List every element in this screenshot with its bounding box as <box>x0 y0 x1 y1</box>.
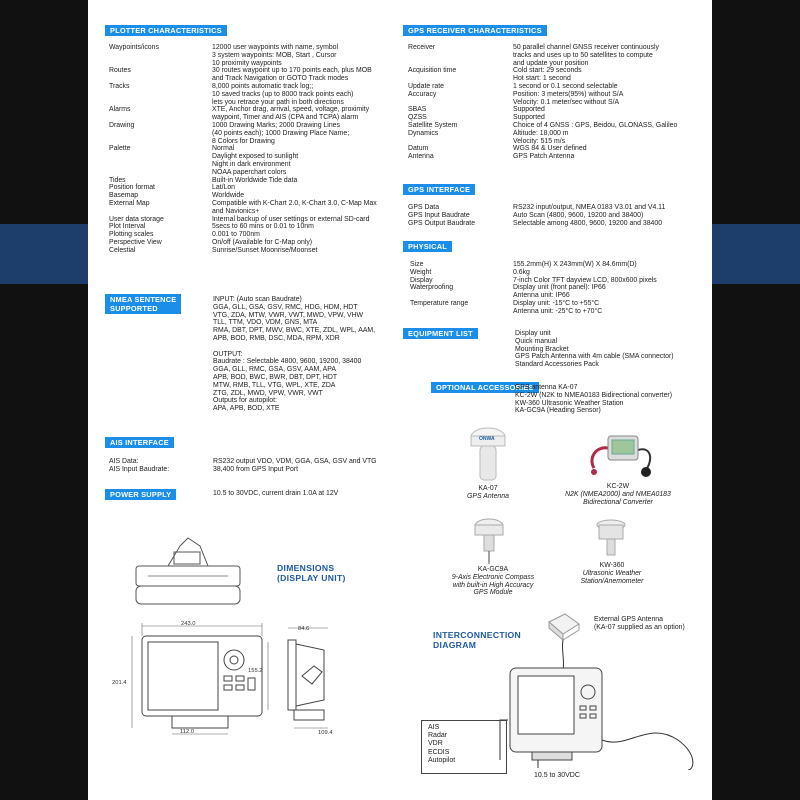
spec-key: Tracks <box>109 82 130 90</box>
spec-value: WGS 84 & User defined <box>513 145 587 153</box>
spec-row <box>109 122 389 145</box>
spec-key: Position format <box>109 184 155 192</box>
spec-value: 12000 user waypoints with name, symbol 3 system waypoints: MOB, Start , Cursor 10 proximity waypoints <box>212 44 339 67</box>
spec-value: 0.001 to 700nm <box>212 231 260 239</box>
power-header: POWER SUPPLY <box>105 489 176 500</box>
spec-value: 1000 Drawing Marks; 2000 Drawing Lines (40 points each); 1000 Drawing Place Name; 8 Colors for Drawing <box>212 121 350 145</box>
display-unit-connection-drawing <box>498 660 708 770</box>
spec-key: GPS Output Baudrate <box>408 219 476 227</box>
spec-row <box>408 114 698 122</box>
spec-key: Size <box>410 261 424 268</box>
dim-height-total: 201.4 <box>112 680 127 686</box>
spec-row <box>408 83 698 91</box>
spec-value: Selectable among 4800, 9600, 19200 and 38400 <box>513 219 663 227</box>
spec-key: Drawing <box>109 121 135 129</box>
spec-value: GPS Patch Antenna <box>513 153 575 161</box>
spec-value: 0.6kg <box>513 268 530 276</box>
power-text: 10.5 to 30VDC, current drain 1.0A at 12V <box>213 490 339 497</box>
spec-row <box>410 300 700 316</box>
spec-key: Tides <box>109 176 126 184</box>
dim-height-screen: 155.2 <box>248 668 263 674</box>
spec-value: 8,000 points automatic track log;; 10 saved tracks (up to 8000 track points each) lets you retrace your path in both directions <box>212 82 354 106</box>
spec-value: XTE, Anchor drag, arrival, speed, voltage, proximity waypoint, Timer and AIS (CPA and TCPA) alarm <box>212 106 370 122</box>
spec-value: Supported <box>513 106 545 114</box>
spec-row <box>410 261 700 269</box>
spec-key: AIS Data: <box>109 458 139 465</box>
interconnection-title-line1: INTERCONNECTION <box>433 630 522 640</box>
ais-spec-table <box>109 458 399 474</box>
dim-depth: 84.6 <box>298 626 310 632</box>
spec-row <box>109 466 399 474</box>
gps-interface-header: GPS INTERFACE <box>403 184 475 195</box>
spec-value: Cold start: 29 seconds Hot start: 1 second <box>513 67 582 83</box>
physical-table <box>410 261 700 316</box>
spec-value: Built-in Worldwide Tide data <box>212 176 298 184</box>
spec-key: External Map <box>109 199 150 207</box>
kc2w-name: KC-2W <box>606 483 630 490</box>
gps-header: GPS RECEIVER CHARACTERISTICS <box>403 25 547 36</box>
spec-value: 1 second or 0.1 second selectable <box>513 82 618 90</box>
spec-key: Plotting scales <box>109 231 154 239</box>
display-front-view-drawing <box>112 622 272 742</box>
kc2w-converter-image <box>586 428 658 484</box>
spec-key: Plot Interval <box>109 223 146 231</box>
spec-value: Auto Scan (4800, 9600, 19200 and 38400) <box>513 211 644 219</box>
spec-key: Antenna <box>408 153 434 161</box>
spec-row <box>109 44 389 67</box>
spec-value: Compatible with K-Chart 2.0, K-Chart 3.0, C-Map Max and Navionics+ <box>212 199 377 215</box>
dim-width: 243.0 <box>181 621 196 627</box>
kw360-caption <box>562 562 662 585</box>
ka07-antenna-image <box>466 423 510 485</box>
kagc9a-caption <box>438 566 548 597</box>
external-systems-box: AIS Radar VDR ECDIS Autopilot <box>421 720 507 774</box>
spec-value: 30 routes waypoint up to 170 points each, plus MOB and Track Navigation or GOTO Track modes <box>212 67 372 83</box>
display-side-view-drawing <box>284 626 344 736</box>
kc2w-caption <box>558 483 678 506</box>
spec-row <box>109 216 389 224</box>
spec-value: Supported <box>513 114 545 122</box>
ext-antenna-line2: (KA-07 supplied as an option) <box>594 623 685 631</box>
spec-key: Dynamics <box>408 129 439 137</box>
ka07-caption <box>458 485 518 501</box>
interconnection-title <box>433 630 521 650</box>
spec-row <box>109 247 389 255</box>
spec-value: RS232 input/output, NMEA 0183 V3.01 and V4.11 <box>513 204 666 211</box>
kw360-desc: Ultrasonic Weather Station/Anemometer <box>580 569 644 585</box>
spec-row <box>408 91 698 107</box>
ext-antenna-line1: External GPS Antenna <box>594 616 663 623</box>
onwa-logo: ONWA <box>479 436 495 442</box>
spec-key: Accuracy <box>408 90 437 98</box>
spec-value: 7-inch Color TFT dayview LCD, 800x600 pixels <box>513 276 657 284</box>
physical-header: PHYSICAL <box>403 241 452 252</box>
spec-key: Perspective View <box>109 238 162 246</box>
spec-row <box>109 200 389 216</box>
kagc9a-desc: 9-Axis Electronic Compass with built-in High Accuracy GPS Module <box>451 573 535 597</box>
spec-row <box>109 67 389 83</box>
kc2w-desc: N2K (NMEA2000) and NMEA0183 Bidirectional Converter <box>565 490 671 506</box>
spec-value: On/off (Available for C-Map only) <box>212 238 313 246</box>
spec-key: User data storage <box>109 215 164 223</box>
nmea-header <box>105 294 181 314</box>
spec-value: 155.2mm(H) X 243mm(W) X 84.6mm(D) <box>513 261 637 268</box>
optional-text: GPS antenna KA-07 KC-2W (N2K to NMEA0183 Bidirectional converter) KW-360 Ultrasonic Weather Station KA-GC9A (Heading Sensor) <box>515 384 673 415</box>
spec-row <box>410 277 700 285</box>
spec-key: Datum <box>408 145 429 153</box>
spec-row <box>109 106 389 122</box>
spec-key: AIS Input Baudrate: <box>109 465 170 473</box>
spec-row <box>408 106 698 114</box>
right-blue-band <box>712 224 800 284</box>
plotter-header: PLOTTER CHARACTERISTICS <box>105 25 227 36</box>
spec-key: QZSS <box>408 114 427 122</box>
kagc9a-name: KA-GC9A <box>477 566 509 573</box>
left-blue-band <box>0 224 88 284</box>
left-background <box>0 0 88 800</box>
nmea-header-line1: NMEA SENTENCE <box>110 295 177 304</box>
kagc9a-compass-image <box>472 516 506 566</box>
spec-key: Waypoints/icons <box>109 44 159 51</box>
nmea-text: INPUT: (Auto scan Baudrate) GGA, GLL, GSA, GSV, RMC, HDG, HDM, HDT VTG, ZDA, MTW, VWR, VWT, MWD, VPW, VHW TLL, TTM, VDO, VDM, GNS, MTA RMA, DBT, DPT, MWV, BWC, XTE, ZDL, WPL, AAM, APB, BOD, RMB, DSC, MDA, RPM, XDR OUTPUT: Baudrate : Selectable 4800, 9600, 19200, 38400 GGA, GLL, RMC, GSA, GSV, AAM, APA APB, BOD, BWC, BWR, DBT, DPT, HDT MTW, RMB, TLL, VTG, WPL, XTE, ZDA ZTG, ZDL, MWD, VPW, VWR, VWT Outputs for autopilot: APA, APB, BOD, XTE <box>213 296 376 413</box>
spec-sheet <box>88 0 712 800</box>
power-input-label: 10.5 to 30VDC <box>534 772 580 779</box>
spec-value: Internal backup of user settings or external SD-card <box>212 215 370 223</box>
dim-base-depth: 109.4 <box>318 730 333 736</box>
spec-value: 38,400 from GPS Input Port <box>213 465 299 473</box>
spec-key: Celestial <box>109 246 136 254</box>
spec-row <box>408 145 698 153</box>
plotter-spec-table <box>109 44 389 255</box>
spec-row <box>408 130 698 146</box>
right-background <box>712 0 800 800</box>
spec-key: GPS Data <box>408 204 440 211</box>
kw360-name: KW-360 <box>599 562 625 569</box>
spec-row <box>408 44 698 67</box>
spec-row <box>109 184 389 192</box>
spec-value: 50 parallel channel GNSS receiver continuously tracks and uses up to 50 satellites to compute and update your position <box>513 44 659 67</box>
spec-value: Lat/Lon <box>212 184 235 192</box>
spec-value: Position: 3 meters(95%) without S/A Velocity: 0.1 meter/sec without S/A <box>513 90 624 106</box>
spec-key: Alarms <box>109 106 131 114</box>
spec-row <box>109 145 389 176</box>
spec-key: GPS Input Baudrate <box>408 211 470 219</box>
dim-base-width: 112.0 <box>180 729 195 735</box>
spec-value: Worldwide <box>212 192 245 200</box>
ais-header: AIS INTERFACE <box>105 437 174 448</box>
spec-key: Temperature range <box>410 299 469 307</box>
spec-row <box>109 231 389 239</box>
spec-key: Update rate <box>408 82 445 90</box>
spec-key: Waterproofing <box>410 284 454 292</box>
nmea-header-line2: SUPPORTED <box>110 304 158 313</box>
spec-row <box>408 212 698 220</box>
spec-row <box>109 192 389 200</box>
spec-row <box>408 153 698 161</box>
spec-key: Display <box>410 276 433 284</box>
spec-row <box>109 223 389 231</box>
spec-key: Weight <box>410 268 432 276</box>
spec-value: 5secs to 60 mins or 0.01 to 10nm <box>212 223 314 231</box>
dimensions-title-line2: (DISPLAY UNIT) <box>277 573 346 583</box>
optional-header: OPTIONAL ACCESSORIES <box>431 382 539 393</box>
spec-row <box>408 67 698 83</box>
gps-interface-table <box>408 204 698 227</box>
gps-spec-table <box>408 44 698 161</box>
ka07-name: KA-07 <box>478 485 498 492</box>
display-top-view-drawing <box>128 536 248 608</box>
spec-key: Routes <box>109 67 131 75</box>
spec-row <box>408 122 698 130</box>
spec-row <box>109 239 389 247</box>
spec-value: RS232 output VDO, VDM, GGA, GSA, GSV and VTG <box>213 458 377 465</box>
spec-value: Display unit (front panel): IP66 Antenna unit: IP66 <box>513 284 606 300</box>
ext-antenna-label <box>594 616 685 632</box>
dimensions-title <box>277 563 346 583</box>
spec-value: Altitude: 18,000 m Velocity: 515 m/s <box>513 129 569 145</box>
spec-row <box>109 177 389 185</box>
kw360-weather-station-image <box>593 517 629 557</box>
spec-row <box>408 204 698 212</box>
spec-key: Acquisition time <box>408 67 457 75</box>
equipment-text: Display unit Quick manual Mounting Bracket GPS Patch Antenna with 4m cable (SMA connector) Standard Accessories Pack <box>515 330 674 369</box>
spec-value: Choice of 4 GNSS : GPS, Beidou, GLONASS, Galileo <box>513 121 678 129</box>
dimensions-title-line1: DIMENSIONS <box>277 563 335 573</box>
spec-key: SBAS <box>408 106 427 114</box>
spec-row <box>408 220 698 228</box>
spec-key: Receiver <box>408 44 436 51</box>
spec-row <box>109 458 399 466</box>
spec-value: Normal Daylight exposed to sunlight Night in dark environment NOAA paperchart colors <box>212 145 299 176</box>
spec-row <box>410 269 700 277</box>
equipment-header: EQUIPMENT LIST <box>403 328 478 339</box>
interconnection-title-line2: DIAGRAM <box>433 640 477 650</box>
spec-value: Sunrise/Sunset Moonrise/Moonset <box>212 246 318 254</box>
spec-row <box>410 284 700 300</box>
spec-key: Basemap <box>109 192 139 200</box>
spec-key: Palette <box>109 145 131 153</box>
spec-value: Display unit: -15°C to +55°C Antenna unit: -25°C to +70°C <box>513 299 603 315</box>
spec-row <box>109 83 389 106</box>
ka07-desc: GPS Antenna <box>467 492 509 500</box>
spec-key: Satellite System <box>408 121 458 129</box>
